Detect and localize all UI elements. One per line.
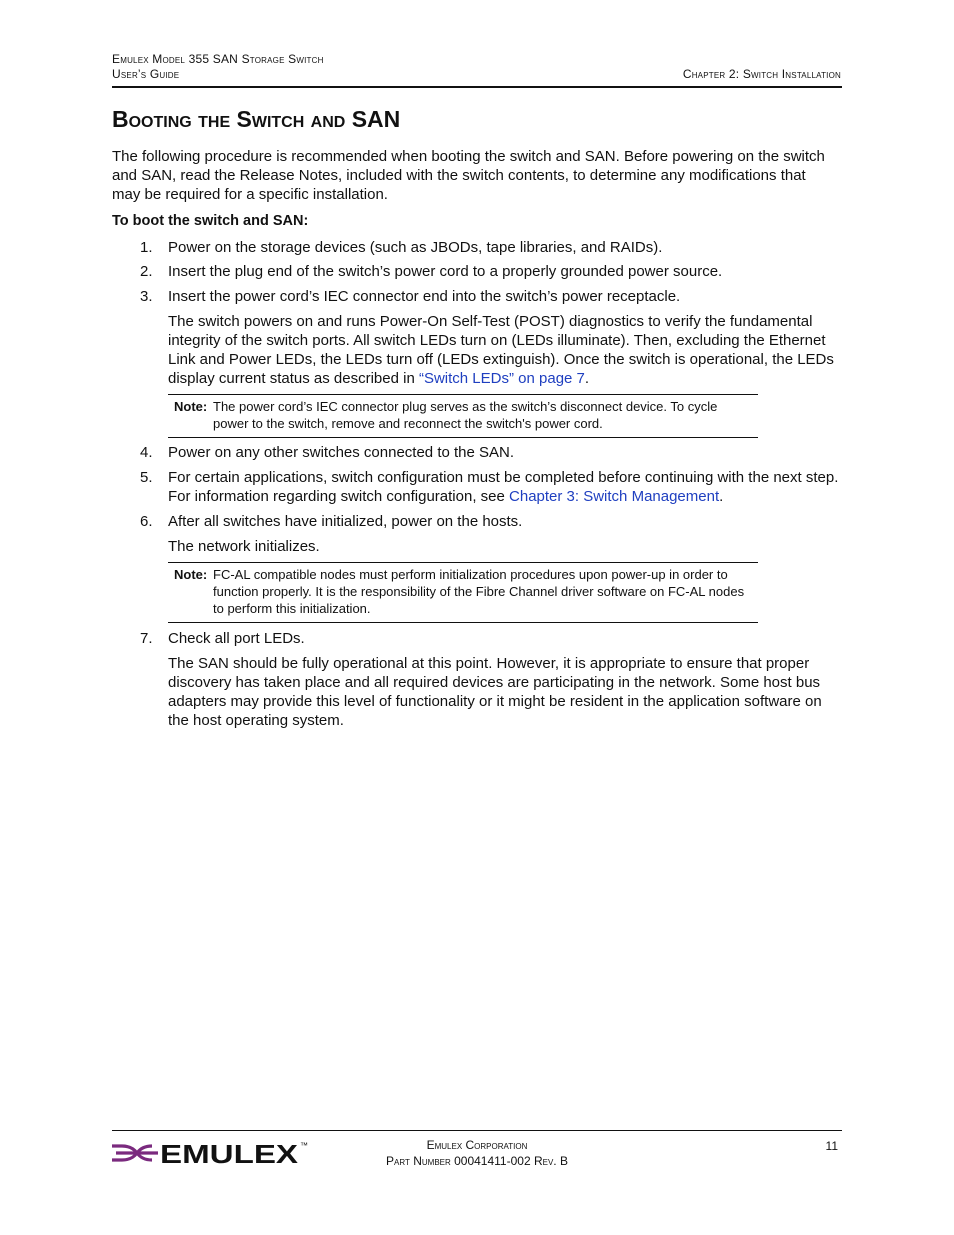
section-title: Booting the Switch and SAN (112, 106, 401, 132)
step-5-text: For certain applications, switch configuration must be completed before continuing with the next step. For information regarding switch configuration, see (168, 469, 839, 505)
step-3-detail-end: . (584, 370, 590, 387)
note-text: The power cord’s IEC connector plug serves as the switch’s disconnect device. To cycle power to the switch, remove and reconnect the switch's power cord. (213, 399, 718, 431)
step-number: 4. (140, 444, 153, 461)
step-number: 3. (140, 288, 153, 305)
step-5-end: . (719, 488, 724, 505)
running-header-left (112, 52, 324, 82)
page-number: 11 (825, 1139, 838, 1153)
note-box-fc-al (168, 562, 758, 623)
step-3-detail-text: The switch powers on and runs Power-On Self-Test (POST) diagnostics to verify the fundamental integrity of the switch ports. All switch LEDs turn on (LEDs illuminate). Then, excluding the Ethernet Link and Power LEDs, the LEDs turn off (LEDs extinguish). Once the switch is operational, the LEDs display current status as described in (168, 313, 834, 387)
step-6-detail: The network initializes. (168, 538, 320, 555)
switch-leds-link[interactable]: “Switch LEDs” on page 7 (418, 370, 585, 387)
footer-rule (112, 1130, 842, 1131)
note-box-power-cord (168, 394, 758, 438)
procedure-heading: To boot the switch and SAN: (112, 213, 309, 229)
step-text (168, 468, 843, 506)
step-text: Power on the storage devices (such as JBODs, tape libraries, and RAIDs). (168, 239, 663, 256)
emulex-logo-trademark: ™ (300, 1141, 308, 1150)
step-number: 1. (140, 239, 153, 256)
step-text: Insert the plug end of the switch’s power cord to a properly grounded power source. (168, 263, 723, 280)
header-guide-name: User’s Guide (112, 67, 180, 81)
step-text: Insert the power cord’s IEC connector end into the switch’s power receptacle. (168, 288, 681, 305)
header-chapter-name: Chapter 2: Switch Installation (682, 67, 841, 81)
chapter-3-link[interactable]: Chapter 3: Switch Management (509, 488, 720, 505)
step-number: 6. (140, 513, 153, 530)
note-text: FC-AL compatible nodes must perform initialization procedures upon power-up in order to function properly. It is the responsibility of the Fibre Channel driver software on FC-AL nodes to perform this initialization. (213, 567, 745, 616)
step-number: 7. (140, 630, 153, 647)
step-7-detail: The SAN should be fully operational at this point. However, it is appropriate to ensure that proper discovery has taken place and all required devices are participating in the network. Some host bus adapters may provide this level of functionality or it might be resident in the application software on the host operating system. (168, 655, 822, 729)
step-number: 2. (140, 263, 153, 280)
intro-paragraph: The following procedure is recommended when booting the switch and SAN. Before powering on the switch and SAN, read the Release Notes, included with the switch contents, to determine any modifications that may be required for a specific installation. (112, 148, 825, 203)
footer-part-number: Part Number 00041411-002 Rev. B (386, 1154, 568, 1168)
note-label: Note: (174, 399, 208, 414)
step-text: Check all port LEDs. (168, 630, 305, 647)
footer-center (0, 1137, 954, 1169)
step-text: Power on any other switches connected to the SAN. (168, 444, 515, 461)
step-3-detail (168, 312, 843, 388)
header-product-name: Emulex Model 355 SAN Storage Switch (112, 52, 324, 66)
footer-company: Emulex Corporation (426, 1138, 528, 1152)
emulex-logo-text: EMULEX (160, 1139, 299, 1169)
note-label: Note: (174, 567, 208, 582)
step-text: After all switches have initialized, power on the hosts. (168, 513, 523, 530)
step-number: 5. (140, 469, 153, 486)
header-rule (112, 86, 842, 88)
